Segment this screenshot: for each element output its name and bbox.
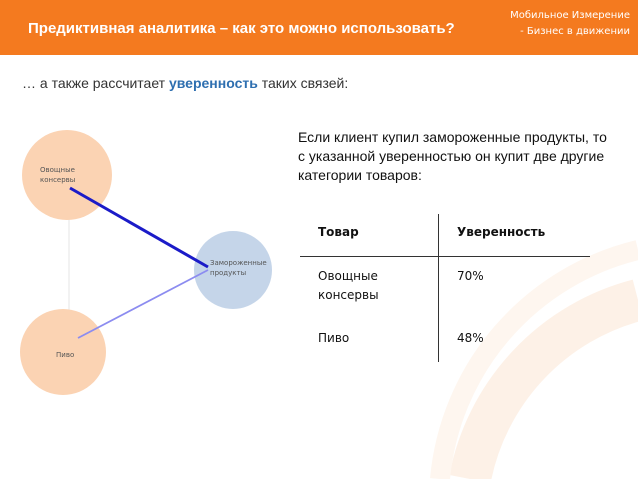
- cell-confidence: 70%: [457, 269, 484, 283]
- node-label-1b: консервы: [40, 176, 76, 184]
- brand-tagline: [510, 8, 630, 40]
- node-vegetable-canned: [22, 130, 112, 220]
- table-row: [300, 257, 590, 320]
- node-label-3: Пиво: [56, 351, 75, 359]
- node-label-2a: Замороженные: [210, 259, 267, 267]
- confidence-table: [300, 214, 590, 362]
- association-diagram: [0, 120, 290, 410]
- cell-product: Пиво: [300, 319, 439, 362]
- cell-confidence: 48%: [457, 331, 484, 345]
- subtitle-suffix: таких связей:: [257, 75, 349, 91]
- column-header-product: Товар: [300, 214, 439, 257]
- node-label-2b: продукты: [210, 269, 247, 277]
- slide-title: Предиктивная аналитика – как это можно использовать?: [28, 20, 455, 37]
- description-text: Если клиент купил замороженные продукты, то с указанной уверенностью он купит две другие категории товаров:: [298, 129, 607, 183]
- table-row: [300, 319, 590, 362]
- brand-line-1: Мобильное Измерение: [510, 10, 630, 21]
- cell-product: Овощные консервы: [300, 257, 439, 320]
- column-header-confidence: Уверенность: [457, 225, 546, 239]
- edge-weak: [78, 270, 208, 338]
- subtitle: [22, 75, 348, 91]
- table-header-row: [300, 214, 590, 257]
- node-label-1a: Овощные: [40, 166, 75, 174]
- header-bar: [0, 0, 638, 55]
- subtitle-highlight: уверенность: [168, 75, 258, 91]
- brand-line-2: - Бизнес в движении: [520, 26, 630, 37]
- edge-strong: [70, 188, 208, 267]
- subtitle-prefix: … а также рассчитает: [22, 75, 169, 91]
